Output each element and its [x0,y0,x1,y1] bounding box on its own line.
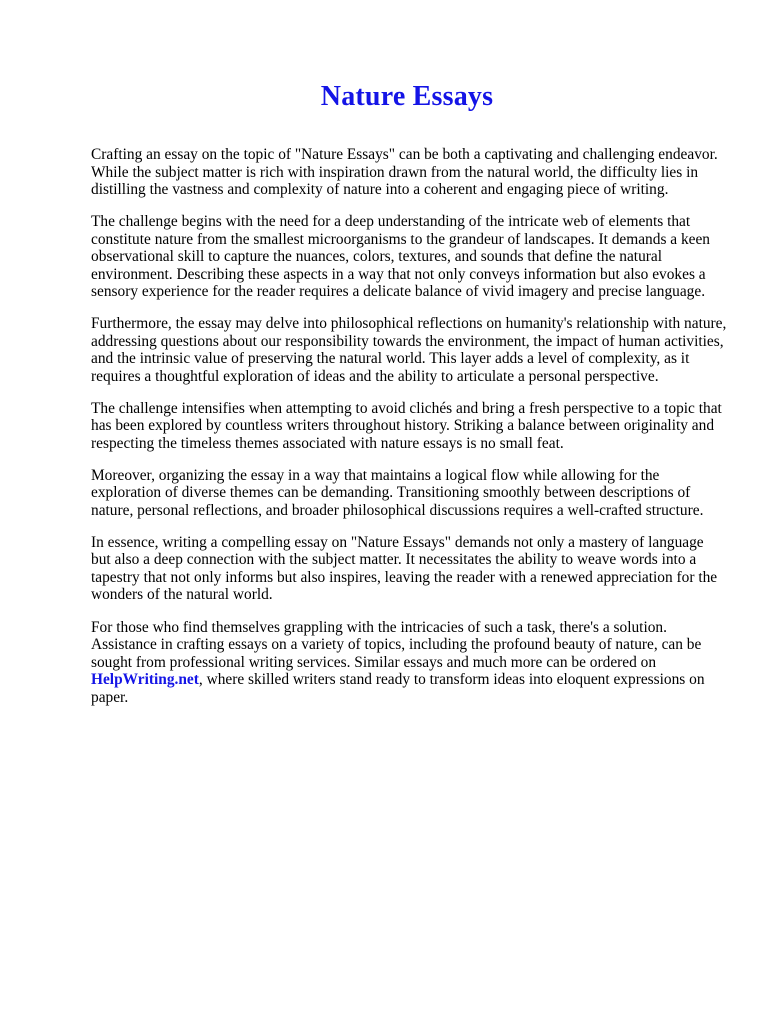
document-title: Nature Essays [320,81,494,112]
paragraph-organization: Moreover, organizing the essay in a way that maintains a logical flow while allowing for the exploration of diverse themes can be demanding. Transitioning smoothly between descriptions of nature, personal reflections, and broader philosophical discussions requires a well-crafted structure. [91,466,704,519]
solution-text-before: For those who find themselves grappling with the intricacies of such a task, there's a solution. Assistance in crafting essays on a variety of topics, including the profound beauty of nature, can be sought from professional writing services. Similar essays and much more can be ordered on [91,618,702,671]
paragraph-essence: In essence, writing a compelling essay on "Nature Essays" demands not only a mastery of language but also a deep connection with the subject matter. It necessitates the ability to weave words into a tapestry that not only informs but also inspires, leaving the reader with a renewed appreciation for the wonders of the natural world. [91,533,718,604]
paragraph-intro: Crafting an essay on the topic of "Nature Essays" can be both a captivating and challenging endeavor. While the subject matter is rich with inspiration drawn from the natural world, the difficulty lies in distilling the vastness and complexity of nature into a coherent and engaging piece of writing. [91,146,718,198]
paragraph-solution [91,619,727,707]
paragraph-understanding: The challenge begins with the need for a deep understanding of the intricate web of elements that constitute nature from the smallest microorganisms to the grandeur of landscapes. It demands a keen observational skill to capture the nuances, colors, textures, and sounds that define the natural environment. Describing these aspects in a way that not only conveys information but also evokes a sensory experience for the reader requires a delicate balance of vivid imagery and precise language. [91,213,711,301]
paragraph-cliches: The challenge intensifies when attempting to avoid clichés and bring a fresh perspective to a topic that has been explored by countless writers throughout history. Striking a balance between originality and respecting the timeless themes associated with nature essays is no small feat. [91,399,722,452]
paragraph-philosophy: Furthermore, the essay may delve into philosophical reflections on humanity's relationship with nature, addressing questions about our responsibility towards the environment, the impact of human activities, and the intrinsic value of preserving the natural world. This layer adds a level of complexity, as it requires a thoughtful exploration of ideas and the ability to articulate a personal perspective. [91,315,727,385]
solution-text-after: , where skilled writers stand ready to transform ideas into eloquent expressions on paper. [91,671,705,706]
document-body [91,146,727,721]
helpwriting-link[interactable]: HelpWriting.net [91,671,199,689]
